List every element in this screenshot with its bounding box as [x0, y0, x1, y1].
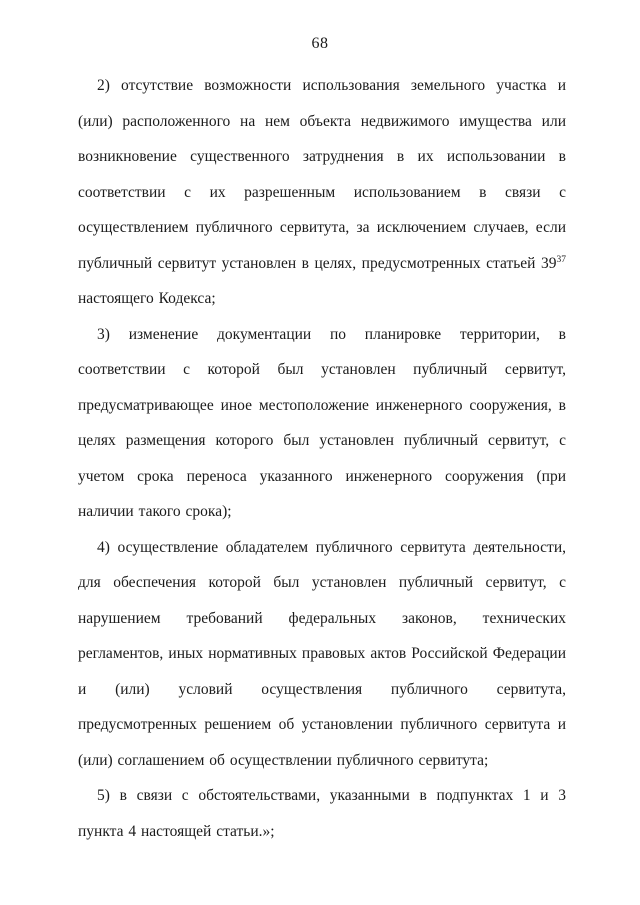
paragraph-item-2-text: 2) отсутствие возможности использования земельного участка и (или) расположенного на нем объекта недвижимого имущества или возникновение существенного затруднения в их использовании в соответствии с их разрешенным использованием в связи с осуществлением публичного сервитута, за исключением случаев, если публичный сервитут установлен в целях, предусмотренных статьей 39	[78, 77, 566, 272]
page-number: 68	[311, 35, 329, 52]
paragraph-item-3: 3) изменение документации по планировке территории, в соответствии с которой был установлен публичный сервитут, предусматривающее иное местоположение инженерного сооружения, в целях размещения которого был установлен публичный сервитут, с учетом срока переноса указанного инженерного сооружения (при наличии такого срока);	[78, 325, 566, 520]
paragraph-item-2	[78, 68, 566, 317]
paragraph-item-4: 4) осуществление обладателем публичного сервитута деятельности, для обеспечения которой был установлен публичный сервитут, с нарушением требований федеральных законов, технических регламентов, иных нормативных правовых актов Российской Федерации и (или) условий осуществления публичного сервитута, предусмотренных решением об установлении публичного сервитута и (или) соглашением об осуществлении публичного сервитута;	[78, 538, 566, 769]
paragraph-item-2-tail: настоящего Кодекса;	[78, 290, 216, 307]
paragraph-item-5: 5) в связи с обстоятельствами, указанными в подпунктах 1 и 3 пункта 4 настоящей статьи.»;	[78, 787, 566, 840]
document-body	[78, 68, 566, 849]
article-number-superscript: 37	[556, 254, 566, 265]
